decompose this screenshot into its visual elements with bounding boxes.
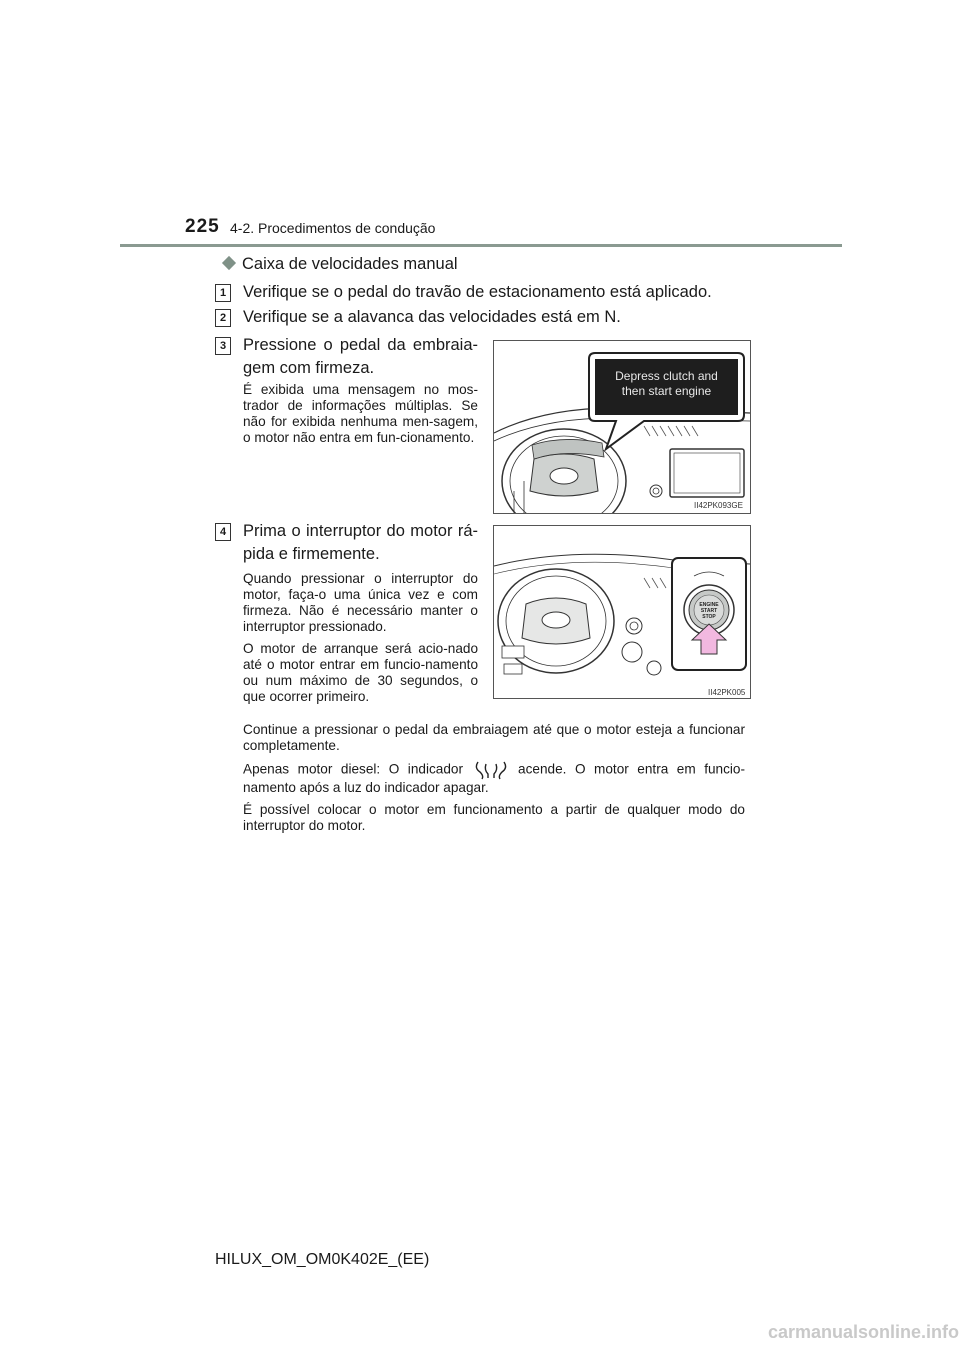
button-label-line1: ENGINE bbox=[699, 602, 719, 608]
bottom-notes bbox=[243, 722, 745, 840]
step-1-text: Verifique se o pedal do travão de estacionamento está aplicado. bbox=[243, 283, 712, 301]
step-4-note-2: O motor de arranque será acio-nado até o motor entrar em funcio-namento ou num máximo de 30 segundos, o que ocorrer primeiro. bbox=[243, 641, 478, 704]
step-3-text bbox=[243, 334, 478, 380]
footer-document-code: HILUX_OM_OM0K402E_(EE) bbox=[215, 1251, 430, 1268]
step-4-text bbox=[243, 520, 478, 566]
callout-message-line2: then start engine bbox=[621, 384, 712, 398]
watermark: carmanualsonline.info bbox=[768, 1322, 960, 1342]
note-continue: Continue a pressionar o pedal da embraiagem até que o motor esteja a funcionar completamente. bbox=[243, 722, 745, 753]
glow-plug-indicator-icon bbox=[472, 760, 510, 780]
figure-2-code: II42PK005 bbox=[708, 688, 746, 697]
step-4-line1: Prima o interruptor do motor rá- bbox=[243, 522, 478, 540]
step-badge-1: 1 bbox=[215, 284, 231, 302]
button-label-line2: START bbox=[700, 608, 718, 614]
section-title: 4-2. Procedimentos de condução bbox=[230, 220, 436, 236]
section-heading-text: Caixa de velocidades manual bbox=[242, 255, 458, 273]
note-diesel-after: acende. O motor entra em funcio-namento após a luz do indicador apagar. bbox=[243, 761, 746, 795]
callout-message bbox=[595, 369, 738, 399]
dashboard-illustration bbox=[494, 341, 750, 513]
note-diesel bbox=[243, 760, 745, 796]
step-4-note-1: Quando pressionar o interruptor do motor, faça-o uma única vez e com firmeza. Não é necessário manter o interruptor pressionado. bbox=[243, 571, 478, 634]
figure-engine-switch bbox=[493, 525, 751, 699]
page-number: 225 bbox=[185, 216, 220, 237]
step-3-line1: Pressione o pedal da embraia- bbox=[243, 336, 478, 354]
step-4-notes bbox=[243, 571, 478, 711]
button-label-line3: STOP bbox=[702, 614, 716, 620]
step-badge-3: 3 bbox=[215, 337, 231, 355]
header-rule bbox=[120, 244, 842, 247]
step-4-line2: pida e firmemente. bbox=[243, 545, 380, 563]
step-3-line2: gem com firmeza. bbox=[243, 359, 375, 377]
diamond-bullet-icon bbox=[222, 256, 236, 270]
engine-start-stop-button-label bbox=[697, 602, 721, 620]
note-any-mode: É possível colocar o motor em funcionamento a partir de qualquer modo do interruptor do motor. bbox=[243, 802, 745, 833]
step-badge-2: 2 bbox=[215, 309, 231, 327]
callout-message-line1: Depress clutch and bbox=[615, 369, 718, 383]
step-2-text: Verifique se a alavanca das velocidades está em N. bbox=[243, 308, 621, 326]
step-badge-4: 4 bbox=[215, 523, 231, 541]
step-3-note-text: É exibida uma mensagem no mos-trador de informações múltiplas. Se não for exibida nenhuma men-sagem, o motor não entra em fun-cionamento. bbox=[243, 382, 478, 445]
note-diesel-before: Apenas motor diesel: O indicador bbox=[243, 761, 463, 777]
step-3-note bbox=[243, 382, 478, 452]
figure-1-code: II42PK093GE bbox=[694, 501, 743, 510]
figure-clutch-message bbox=[493, 340, 751, 514]
section-heading bbox=[221, 255, 458, 274]
